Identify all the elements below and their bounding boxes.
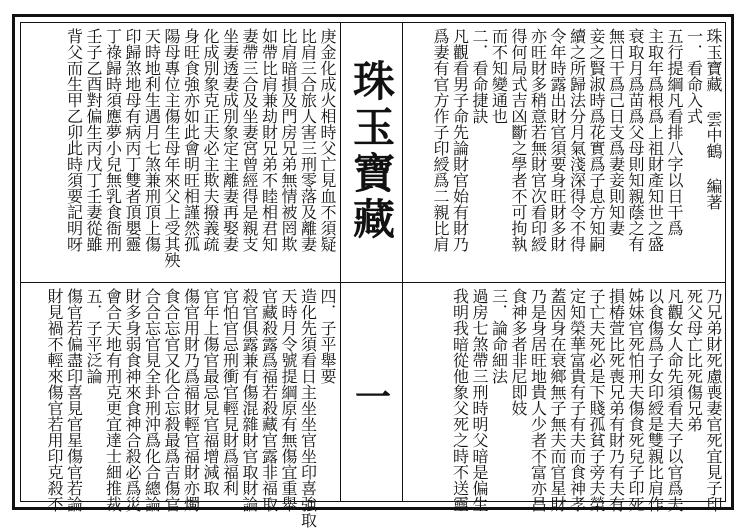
text-column: 損椿萱比死喪兄弟有財乃有夫有 bbox=[606, 288, 626, 512]
text-column: 印歸煞地母有病丙丁雙者頂嬰靈 bbox=[123, 28, 142, 252]
text-column: 殺官俱露兼有傷混雜財官取財論 bbox=[240, 288, 259, 512]
text-column: 造化先須看日主坐坐官坐印喜強取 bbox=[298, 288, 318, 528]
text-column: 官藏殺露爲福若殺藏官露非福取 bbox=[259, 288, 279, 512]
text-column: 乃是身居旺地貴人少者不富亦昌 bbox=[528, 288, 548, 512]
text-column: 三．論命細法 bbox=[489, 288, 509, 384]
text-column: 我明我暗從他象父死之時不送靈 bbox=[450, 288, 470, 512]
text-column: 身旺食強亦如此會明旺相謹然孤 bbox=[181, 28, 201, 252]
top-right-panel bbox=[408, 28, 722, 278]
text-column: 定知榮華富貴有子有夫而食神孝 bbox=[567, 288, 587, 512]
text-column: 續之所歸法分月氣淺深得令不得 bbox=[567, 28, 587, 252]
text-column: 子亡夫死必是下賤孤貧子旁夫榮 bbox=[587, 288, 606, 512]
text-column: 傷官若偏盡印喜見官星傷官若論 bbox=[64, 288, 84, 512]
text-column: 五行提綱凡看排八字以日干爲 bbox=[665, 28, 684, 236]
text-column: 背父而生甲乙卯此時須要記明呀 bbox=[64, 28, 84, 252]
text-column: 死父母亡比死傷兄弟 bbox=[684, 288, 704, 432]
text-column: 珠玉寶藏 雲中鶴 編著 bbox=[704, 28, 723, 210]
text-column: 爲妻有官方作子印綬爲二親比肩 bbox=[431, 28, 450, 252]
top-left-panel bbox=[26, 28, 336, 278]
text-column: 凡觀女人命先須看夫子以官爲夫 bbox=[665, 288, 684, 512]
text-column: 天時月令號提綱原有無傷宜重舉 bbox=[279, 288, 298, 512]
text-column: 蓋因身在衰鄉無子無夫而官星財 bbox=[548, 288, 567, 512]
text-column: 合合忘官見全卦刑沖爲化合總論 bbox=[142, 288, 162, 512]
text-column: 五．子平泛論 bbox=[84, 288, 103, 384]
text-column: 四．子平舉要 bbox=[318, 288, 337, 384]
text-column: 亦旺財多稍意若無財官次看印綬 bbox=[528, 28, 548, 252]
text-column: 食合忘官又化合忘殺最爲吉傷官 bbox=[162, 288, 181, 512]
text-column: 坐妻透妻成別象定主離妻再娶妻 bbox=[220, 28, 240, 252]
text-column: 過房七煞帶三刑時明父暗是偏生 bbox=[470, 288, 489, 512]
text-column: 主取年爲根爲上祖財產知世之盛 bbox=[645, 28, 665, 252]
text-column: 無日干爲己日支爲妻妾則知妻 bbox=[606, 28, 626, 236]
text-column: 食神多者非尼即妓 bbox=[509, 288, 528, 416]
text-column: 衰取月爲苗爲父母則知親蔭之有 bbox=[626, 28, 645, 252]
text-column: 一．看命入式 bbox=[684, 28, 704, 124]
bottom-right-panel bbox=[408, 288, 723, 512]
center-right-rule bbox=[402, 22, 403, 502]
text-column: 得何局式吉凶斷之學者不可拘執 bbox=[509, 28, 528, 252]
text-column: 而不知變通也 bbox=[489, 28, 509, 124]
text-column: 官怕官忌刑衝官輕見財爲福利 bbox=[220, 288, 240, 496]
text-column: 天時地利生遇月七煞兼刑頂上傷 bbox=[142, 28, 162, 252]
text-column: 化成別象克正夫必主欺夫撥義疏 bbox=[201, 28, 220, 252]
text-column: 庚金化成火相時父亡見血不須疑 bbox=[318, 28, 337, 252]
text-column: 令年時露出財官須要身旺財多財 bbox=[548, 28, 567, 252]
horizontal-divider bbox=[20, 282, 726, 283]
text-column: 官年上傷官最忌見官福增減取 bbox=[201, 288, 220, 496]
bottom-left-panel bbox=[26, 288, 337, 528]
text-column: 比肩三合旅人害三刑零落及離妻 bbox=[298, 28, 318, 252]
text-column: 二．看命捷訣 bbox=[470, 28, 489, 124]
center-page-block bbox=[340, 290, 402, 502]
text-column: 陽母專位主傷生母年來父上受其殃 bbox=[162, 28, 181, 268]
page-number: 一 bbox=[349, 378, 392, 414]
book-title: 珠玉寶藏 bbox=[347, 59, 396, 243]
text-column: 妻帶三合及坐妻宮曾經得是親支 bbox=[240, 28, 259, 252]
text-column: 乃兄弟財死慮喪妻官死宜見子印 bbox=[704, 288, 723, 512]
text-column: 壬子乙酉對偏生丙戊丁壬妻從雖 bbox=[84, 28, 103, 252]
text-column: 以食傷爲子女印綬是雙親比肩作 bbox=[645, 288, 665, 512]
text-column: 傷官用財乃爲福財輕官福財亦燭 bbox=[181, 288, 201, 512]
center-title-block bbox=[340, 30, 402, 272]
text-column: 丁祿歸時須應夢小兒無乳食衙刑 bbox=[103, 28, 123, 252]
text-column: 財多身弱食神來食神合殺必爲災 bbox=[123, 288, 142, 512]
text-column: 凡觀看男子命先論財官始有財乃 bbox=[450, 28, 470, 252]
text-column: 姊妹官死怕刑夫傷食死兒子印死 bbox=[626, 288, 645, 512]
text-column: 妾之賢淑時爲花實爲子息方知嗣 bbox=[587, 28, 606, 252]
text-column: 財見禍不輕來傷官若用印克殺不 bbox=[45, 288, 64, 512]
text-column: 如帶比肩兼劫財兄弟不睦相君知 bbox=[259, 28, 279, 252]
text-column: 比肩暗損及門房兄弟無情被罔欺 bbox=[279, 28, 298, 252]
text-column: 會合天地有刑克更宜達士細推裁 bbox=[103, 288, 123, 512]
